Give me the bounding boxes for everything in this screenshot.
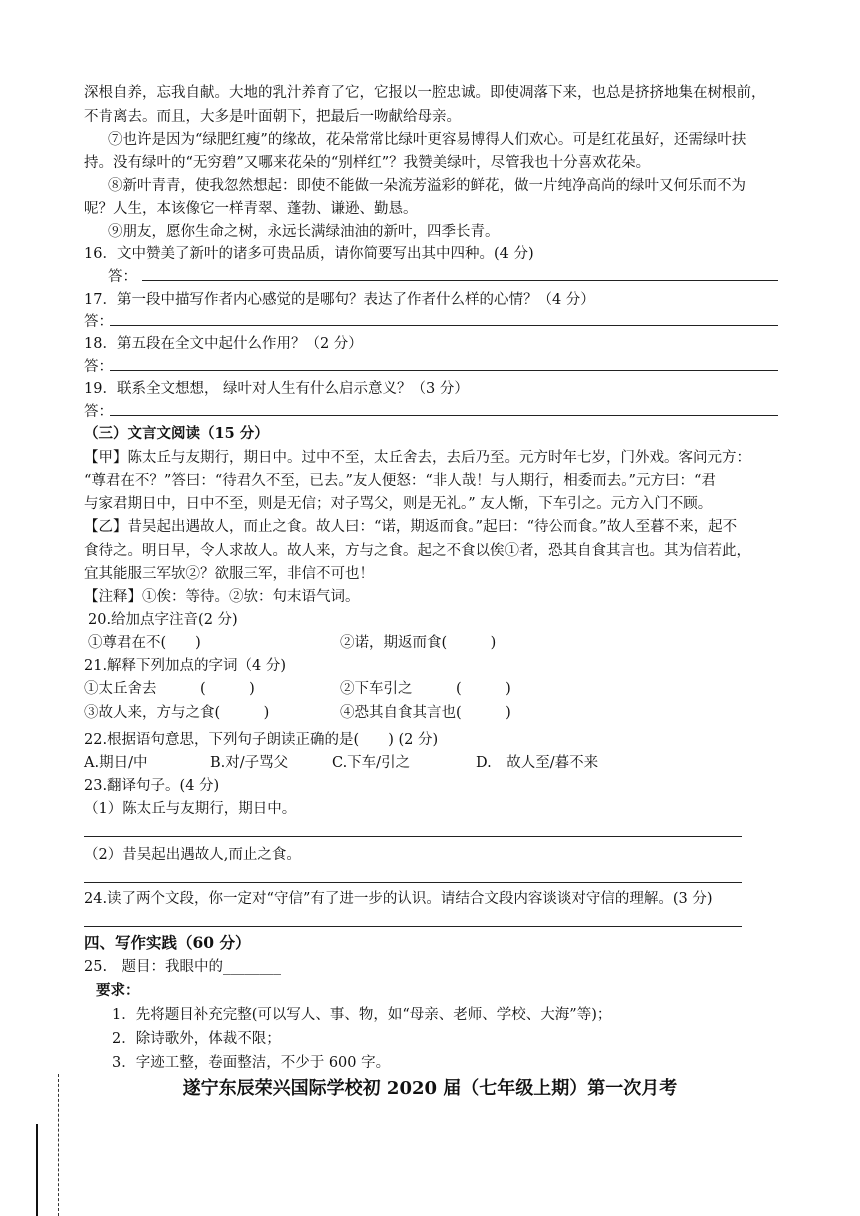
- answer-line[interactable]: [142, 280, 778, 281]
- requirement-item: 2．除诗歌外，体裁不限；: [112, 1031, 281, 1047]
- section-heading: 四、写作实践（60 分）: [84, 933, 251, 952]
- q23-sentence-2: （2）昔吴起出遇故人,而止之食。: [84, 847, 301, 863]
- classical-text-b: 食待之。明日早，令人求故人。故人来，方与之食。起之不食以俟①者，恐其自食其言也。其为信若此，: [84, 543, 751, 559]
- annotation-note: 【注释】①俟：等待。②欤：句末语气词。: [84, 589, 360, 605]
- requirement-item: 3．字迹工整，卷面整洁，不少于 600 字。: [112, 1055, 391, 1071]
- q23-sentence-1: （1）陈太丘与友期行，期日中。: [84, 801, 297, 817]
- answer-line[interactable]: [110, 415, 778, 416]
- question-19: 19．联系全文想想， 绿叶对人生有什么启示意义？（3 分）: [84, 381, 469, 397]
- question-21: 21.解释下列加点的字词（4 分): [84, 658, 287, 674]
- requirement-item: 1．先将题目补充完整(可以写人、事、物，如“母亲、老师、学校、大海”等)；: [112, 1007, 612, 1023]
- passage-line: ⑨朋友，愿你生命之树，永远长满绿油油的新叶，四季长青。: [108, 224, 500, 240]
- question-20: 20.给加点字注音(2 分): [88, 612, 238, 628]
- q21-item-1[interactable]: ①太丘舍去 ( ): [84, 681, 255, 697]
- answer-line[interactable]: [84, 882, 742, 883]
- q21-item-3[interactable]: ③故人来，方与之食( ): [84, 705, 270, 721]
- q20-item-2[interactable]: ②诺，期返而食( ): [340, 635, 497, 651]
- q22-option-c[interactable]: C.下车/引之: [332, 755, 411, 771]
- binding-solid-line: [36, 1124, 38, 1216]
- answer-line[interactable]: [110, 325, 778, 326]
- q22-option-a[interactable]: A.期日/中: [84, 755, 148, 771]
- passage-line: 不肯离去。而且，大多是叶面朝下，把最后一吻献给母亲。: [84, 109, 461, 125]
- section-heading: （三）文言文阅读（15 分）: [84, 425, 269, 442]
- requirements-heading: 要求：: [96, 982, 140, 999]
- passage-line: ⑦也许是因为“绿肥红瘦”的缘故，花朵常常比绿叶更容易博得人们欢心。可是红花虽好，还需绿叶扶: [108, 132, 747, 148]
- passage-line: 持。没有绿叶的“无穷碧”又哪来花朵的“别样红”？我赞美绿叶，尽管我也十分喜欢花朵。: [84, 155, 651, 171]
- passage-line: 呢？人生，本该像它一样青翠、蓬勃、谦逊、勤恳。: [84, 201, 418, 217]
- exam-title: 遂宁东辰荣兴国际学校初 2020 届（七年级上期）第一次月考: [182, 1078, 678, 1099]
- q21-item-4[interactable]: ④恐其自食其言也( ): [340, 705, 511, 721]
- answer-line[interactable]: [84, 926, 742, 927]
- answer-label: 答：: [108, 269, 137, 285]
- question-18: 18．第五段在全文中起什么作用？（2 分）: [84, 336, 363, 352]
- passage-line: ⑧新叶青青，使我忽然想起：即使不能做一朵流芳溢彩的鲜花，做一片纯净高尚的绿叶又何乐而不为: [108, 178, 746, 194]
- q21-item-2[interactable]: ②下车引之 ( ): [340, 681, 511, 697]
- answer-label: 答：: [84, 314, 113, 330]
- answer-label: 答：: [84, 359, 113, 375]
- question-25: 25. 题目：我眼中的________: [84, 959, 282, 975]
- answer-line[interactable]: [84, 836, 742, 837]
- answer-line[interactable]: [110, 370, 778, 371]
- q22-option-d[interactable]: D. 故人至/暮不来: [476, 755, 599, 771]
- q22-option-b[interactable]: B.对/子骂父: [210, 755, 289, 771]
- classical-text-a: 与家君期日中，日中不至，则是无信；对子骂父，则是无礼。” 友人惭，下车引之。元方入门不顾。: [84, 496, 713, 512]
- classical-text-b: 宜其能服三军欤②？欲服三军，非信不可也！: [84, 566, 374, 582]
- q20-item-1[interactable]: ①尊君在不( ): [88, 635, 201, 651]
- question-16: 16．文中赞美了新叶的诸多可贵品质，请你简要写出其中四种。(4 分): [84, 246, 534, 262]
- binding-dashed-line: [58, 1074, 59, 1216]
- passage-line: 深根自养，忘我自献。大地的乳汁养育了它，它报以一腔忠诚。即使凋落下来，也总是挤挤地集在树根前，: [84, 85, 766, 101]
- question-23: 23.翻译句子。(4 分): [84, 778, 220, 794]
- classical-text-b: 【乙】昔吴起出遇故人，而止之食。故人曰：“诺，期返而食。”起曰：“待公而食。”故人至暮不来，起不: [84, 519, 738, 535]
- question-17: 17．第一段中描写作者内心感觉的是哪句？表达了作者什么样的心情？（4 分）: [84, 292, 595, 308]
- answer-label: 答：: [84, 404, 113, 420]
- classical-text-a: 【甲】陈太丘与友期行，期日中。过中不至，太丘舍去，去后乃至。元方时年七岁，门外戏。客问元方：: [84, 450, 751, 466]
- classical-text-a: “尊君在不？”答曰：“待君久不至，已去。”友人便怒：“非人哉！与人期行，相委而去。”元方曰：“君: [84, 473, 716, 489]
- question-22: 22.根据语句意思，下列句子朗读正确的是( ) (2 分): [84, 732, 439, 748]
- question-24: 24.读了两个文段，你一定对“守信”有了进一步的认识。请结合文段内容谈谈对守信的理解。(3 分): [84, 891, 713, 907]
